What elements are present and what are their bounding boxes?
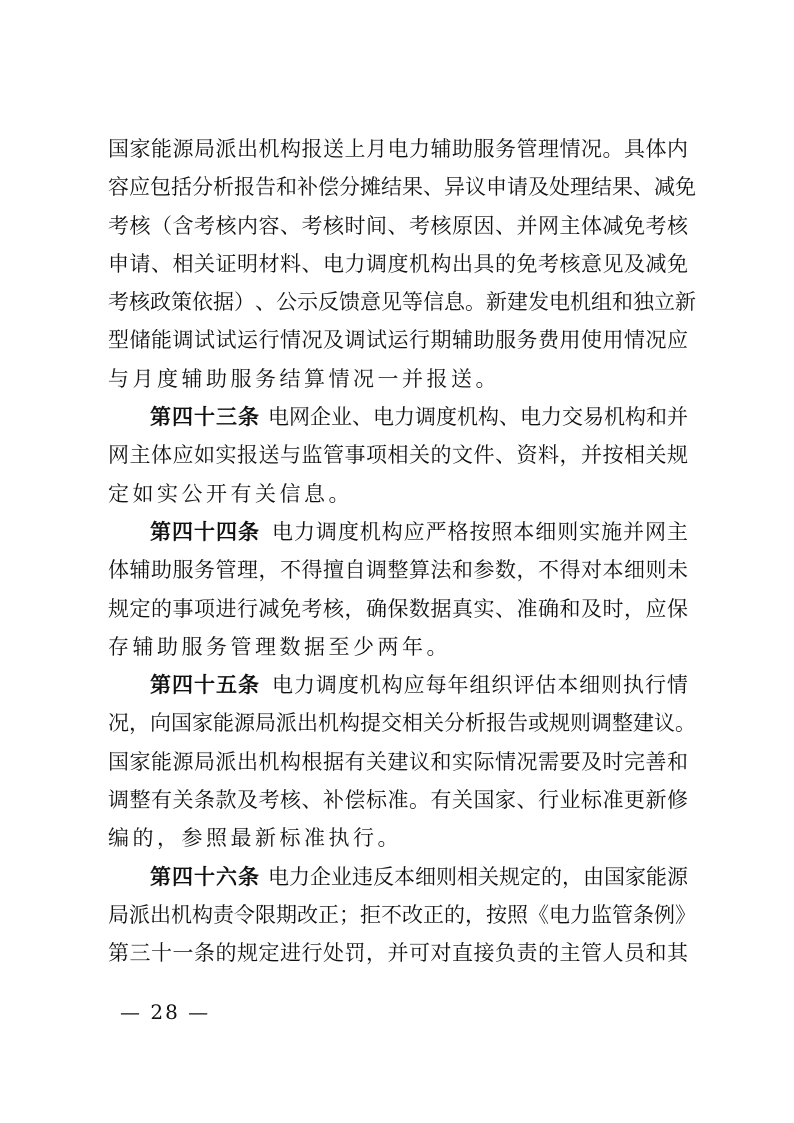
text-line: 国 家 能 源 局 派 出 机 构 报 送 上 月 电 力 辅 助 服 务 管 理 情 况 。 具 体 内 — [108, 137, 688, 161]
text-run: 电 力 企 业 违 反 本 细 则 相 关 规 定 的 ， 由 国 家 能 源 — [268, 864, 688, 889]
text-line: 国 家 能 源 局 派 出 机 构 根 据 有 关 建 议 和 实 际 情 况 需 要 及 时 完 善 和 — [108, 749, 688, 774]
article-44-first-line — [108, 513, 688, 551]
text-run: 电 网 企 业 、 电 力 调 度 机 构 、 电 力 交 易 机 构 和 并 — [268, 405, 688, 430]
article-heading: 第四十三条 — [150, 404, 260, 430]
page-number: — 28 — — [120, 1000, 211, 1024]
text-line: 第 三 十 一 条 的 规 定 进 行 处 罚 ， 并 可 对 直 接 负 责 的 主 管 人 员 和 其 — [108, 941, 688, 966]
article-45-first-line — [108, 666, 688, 704]
text-line: 考 核 （ 含 考 核 内 容 、 考 核 时 间 、 考 核 原 因 、 并 网 主 体 减 免 考 核 — [108, 213, 688, 238]
text-line: 定 如 实 公 开 有 关 信 息 。 — [108, 481, 350, 506]
text-line: 编 的 ， 参 照 最 新 标 准 执 行 。 — [108, 826, 399, 851]
text-line: 况 ， 向 国 家 能 源 局 派 出 机 构 提 交 相 关 分 析 报 告 或 规 则 调 整 建 议 。 — [108, 711, 696, 736]
text-line: 网 主 体 应 如 实 报 送 与 监 管 事 项 相 关 的 文 件 、 资 料 ， 并 按 相 关 规 — [108, 443, 688, 468]
text-line: 规 定 的 事 项 进 行 减 免 考 核 ， 确 保 数 据 真 实 、 准 确 和 及 时 ， 应 保 — [108, 596, 688, 621]
article-heading: 第四十六条 — [150, 863, 260, 889]
text-line: 体 辅 助 服 务 管 理 ， 不 得 擅 自 调 整 算 法 和 参 数 ， 不 得 对 本 细 则 未 — [108, 558, 688, 583]
article-46-first-line — [108, 858, 688, 896]
text-line: 型 储 能 调 试 试 运 行 情 况 及 调 试 运 行 期 辅 助 服 务 费 用 使 用 情 况 应 — [108, 328, 688, 353]
text-line: 考 核 政 策 依 据 ） 、 公 示 反 馈 意 见 等 信 息 。 新 建 发 电 机 组 和 独 立 新 — [108, 290, 696, 315]
text-line: 与 月 度 辅 助 服 务 结 算 情 况 一 并 报 送 。 — [108, 366, 497, 391]
article-heading: 第四十五条 — [150, 672, 260, 698]
text-line: 存 辅 助 服 务 管 理 数 据 至 少 两 年 。 — [108, 634, 448, 659]
body-text — [108, 130, 696, 973]
text-run: 电 力 调 度 机 构 应 每 年 组 织 评 估 本 细 则 执 行 情 — [272, 673, 688, 698]
text-line: 局 派 出 机 构 责 令 限 期 改 正 ； 拒 不 改 正 的 ， 按 照 《 电 力 监 管 条 例 》 — [108, 902, 696, 927]
text-line: 调 整 有 关 条 款 及 考 核 、 补 偿 标 准 。 有 关 国 家 、 行 业 标 准 更 新 修 — [108, 788, 688, 813]
text-line: 申 请 、 相 关 证 明 材 料 、 电 力 调 度 机 构 出 具 的 免 考 核 意 见 及 减 免 — [108, 251, 688, 276]
article-43-first-line — [108, 398, 688, 436]
text-line: 容 应 包 括 分 析 报 告 和 补 偿 分 摊 结 果 、 异 议 申 请 及 处 理 结 果 、 减 免 — [108, 175, 696, 200]
text-run: 电 力 调 度 机 构 应 严 格 按 照 本 细 则 实 施 并 网 主 — [272, 519, 688, 544]
article-heading: 第四十四条 — [150, 518, 260, 544]
